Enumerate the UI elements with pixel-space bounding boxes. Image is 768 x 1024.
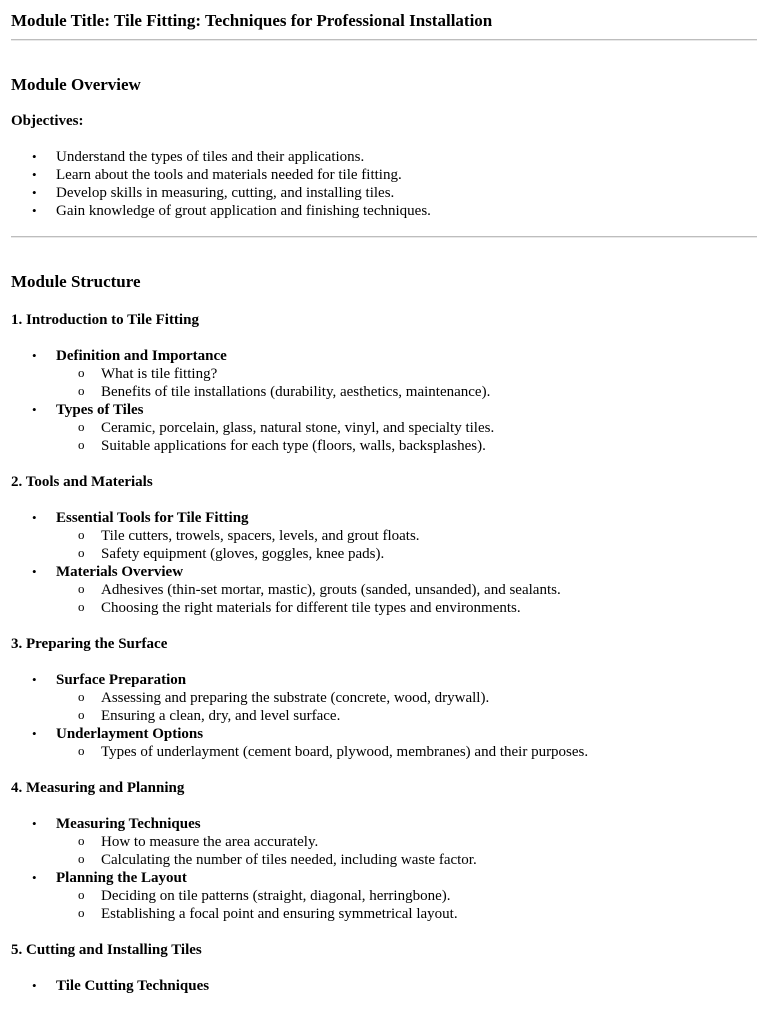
topic-label: Underlayment Options	[56, 726, 204, 742]
circle-bullet-icon: o	[78, 743, 85, 758]
bullet-icon: •	[32, 510, 37, 525]
subtopic-text: How to measure the area accurately.	[101, 834, 319, 850]
subtopic-item	[78, 437, 757, 455]
subtopic-list	[56, 743, 757, 761]
subtopic-text: Ensuring a clean, dry, and level surface.	[101, 708, 341, 724]
subtopic-item	[78, 527, 757, 545]
topic-label: Surface Preparation	[56, 672, 187, 688]
spacer	[11, 455, 757, 473]
circle-bullet-icon: o	[78, 383, 85, 398]
circle-bullet-icon: o	[78, 887, 85, 902]
subtopic-text: Choosing the right materials for different tile types and environments.	[101, 600, 521, 616]
objectives-label: Objectives:	[11, 113, 84, 129]
topic-label: Essential Tools for Tile Fitting	[56, 510, 249, 526]
subtopic-list	[56, 689, 757, 725]
circle-bullet-icon: o	[78, 581, 85, 596]
list-item	[32, 184, 757, 202]
spacer	[11, 797, 757, 815]
subtopic-list	[56, 419, 757, 455]
topic-item	[32, 401, 757, 455]
objective-text: Understand the types of tiles and their applications.	[56, 149, 365, 165]
subtopic-item	[78, 365, 757, 383]
structure-sections	[11, 292, 757, 995]
subtopic-item	[78, 383, 757, 401]
circle-bullet-icon: o	[78, 437, 85, 452]
subtopic-text: Adhesives (thin-set mortar, mastic), grouts (sanded, unsanded), and sealants.	[101, 582, 561, 598]
subtopic-text: What is tile fitting?	[101, 366, 218, 382]
spacer	[11, 292, 757, 311]
bullet-icon: •	[32, 185, 37, 200]
circle-bullet-icon: o	[78, 419, 85, 434]
subtopic-item	[78, 707, 757, 725]
objective-text: Learn about the tools and materials needed for tile fitting.	[56, 167, 402, 183]
topic-list	[11, 347, 757, 455]
subtopic-item	[78, 743, 757, 761]
subtopic-text: Assessing and preparing the substrate (concrete, wood, drywall).	[101, 690, 490, 706]
circle-bullet-icon: o	[78, 905, 85, 920]
structure-heading: Module Structure	[11, 272, 141, 291]
spacer	[11, 329, 757, 347]
subtopic-item	[78, 905, 757, 923]
subtopic-text: Establishing a focal point and ensuring symmetrical layout.	[101, 906, 458, 922]
subtopic-text: Types of underlayment (cement board, plywood, membranes) and their purposes.	[101, 744, 589, 760]
bullet-icon: •	[32, 402, 37, 417]
spacer	[11, 617, 757, 635]
section-title: 2. Tools and Materials	[11, 474, 153, 490]
circle-bullet-icon: o	[78, 833, 85, 848]
topic-label: Definition and Importance	[56, 348, 227, 364]
list-item	[32, 148, 757, 166]
subtopic-list	[56, 581, 757, 617]
bullet-icon: •	[32, 149, 37, 164]
topic-item	[32, 671, 757, 725]
subtopic-item	[78, 851, 757, 869]
topic-list	[11, 509, 757, 617]
bullet-icon: •	[32, 870, 37, 885]
circle-bullet-icon: o	[78, 527, 85, 542]
subtopic-list	[56, 365, 757, 401]
circle-bullet-icon: o	[78, 365, 85, 380]
circle-bullet-icon: o	[78, 707, 85, 722]
topic-item	[32, 869, 757, 923]
list-item	[32, 202, 757, 220]
bullet-icon: •	[32, 726, 37, 741]
bullet-icon: •	[32, 816, 37, 831]
circle-bullet-icon: o	[78, 599, 85, 614]
circle-bullet-icon: o	[78, 545, 85, 560]
spacer	[11, 959, 757, 977]
subtopic-text: Suitable applications for each type (floors, walls, backsplashes).	[101, 438, 486, 454]
objectives-list	[11, 148, 757, 220]
topic-item	[32, 509, 757, 563]
subtopic-list	[56, 527, 757, 563]
subtopic-text: Calculating the number of tiles needed, including waste factor.	[101, 852, 477, 868]
subtopic-item	[78, 419, 757, 437]
topic-item	[32, 725, 757, 761]
topic-list	[11, 815, 757, 923]
topic-label: Measuring Techniques	[56, 816, 201, 832]
circle-bullet-icon: o	[78, 689, 85, 704]
objective-text: Gain knowledge of grout application and finishing techniques.	[56, 203, 431, 219]
subtopic-item	[78, 599, 757, 617]
subtopic-list	[56, 833, 757, 869]
bullet-icon: •	[32, 348, 37, 363]
spacer	[11, 653, 757, 671]
topic-label: Planning the Layout	[56, 870, 187, 886]
list-item	[32, 166, 757, 184]
topic-item	[32, 347, 757, 401]
objective-text: Develop skills in measuring, cutting, and installing tiles.	[56, 185, 395, 201]
topic-item	[32, 977, 757, 995]
subtopic-item	[78, 545, 757, 563]
section-title: 1. Introduction to Tile Fitting	[11, 312, 199, 328]
subtopic-item	[78, 887, 757, 905]
subtopic-item	[78, 833, 757, 851]
topic-list	[11, 977, 757, 995]
subtopic-item	[78, 581, 757, 599]
subtopic-text: Benefits of tile installations (durability, aesthetics, maintenance).	[101, 384, 491, 400]
spacer	[11, 923, 757, 941]
bullet-icon: •	[32, 672, 37, 687]
overview-heading: Module Overview	[11, 75, 141, 94]
topic-label: Materials Overview	[56, 564, 184, 580]
spacer	[11, 491, 757, 509]
section-title: 3. Preparing the Surface	[11, 636, 168, 652]
topic-item	[32, 815, 757, 869]
circle-bullet-icon: o	[78, 851, 85, 866]
subtopic-text: Ceramic, porcelain, glass, natural stone, vinyl, and specialty tiles.	[101, 420, 495, 436]
subtopic-text: Safety equipment (gloves, goggles, knee pads).	[101, 546, 385, 562]
topic-item	[32, 563, 757, 617]
section-title: 4. Measuring and Planning	[11, 780, 185, 796]
subtopic-text: Tile cutters, trowels, spacers, levels, and grout floats.	[101, 528, 420, 544]
bullet-icon: •	[32, 978, 37, 993]
subtopic-list	[56, 887, 757, 923]
subtopic-item	[78, 689, 757, 707]
topic-label: Types of Tiles	[56, 402, 144, 418]
topic-list	[11, 671, 757, 761]
spacer	[11, 761, 757, 779]
subtopic-text: Deciding on tile patterns (straight, diagonal, herringbone).	[101, 888, 451, 904]
topic-label: Tile Cutting Techniques	[56, 978, 210, 994]
module-title: Module Title: Tile Fitting: Techniques for Professional Installation	[11, 11, 493, 30]
bullet-icon: •	[32, 564, 37, 579]
bullet-icon: •	[32, 203, 37, 218]
bullet-icon: •	[32, 167, 37, 182]
section-title: 5. Cutting and Installing Tiles	[11, 942, 202, 958]
